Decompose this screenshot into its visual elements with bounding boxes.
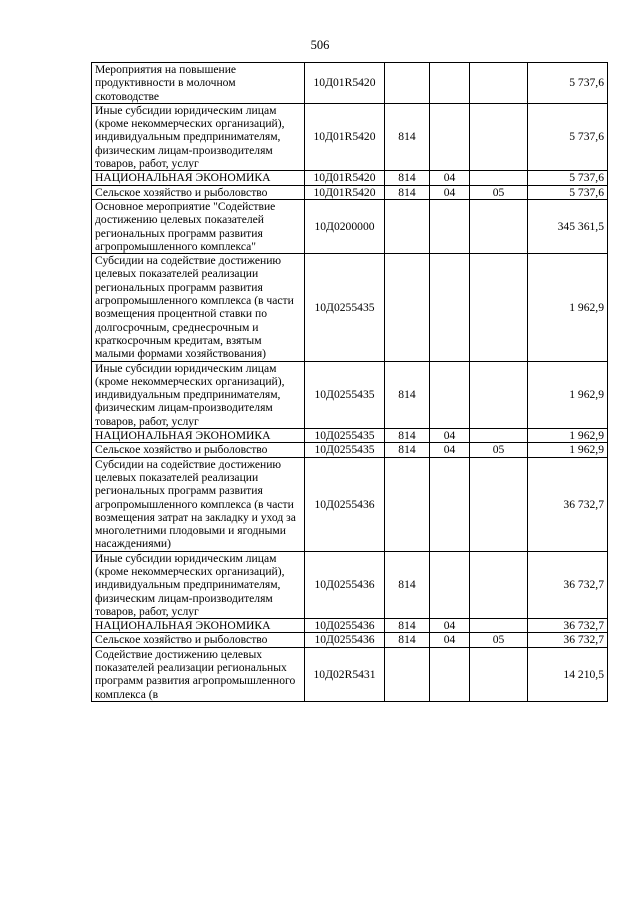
row-subsection-cell: 05 <box>470 185 528 199</box>
row-section-cell: 04 <box>430 171 470 185</box>
row-name-cell: Иные субсидии юридическим лицам (кроме некоммерческих организаций), индивидуальным предпринимателям, физическим лицам-производителям товаров, работ, услуг <box>92 103 305 170</box>
row-expense-type-cell: 814 <box>385 619 430 633</box>
row-name-cell: Субсидии на содействие достижению целевых показателей реализации региональных программ развития агропромышленного комплекса (в части возмещения затрат на закладку и уход за многолетними плодовыми и ягодными насаждениями) <box>92 457 305 551</box>
row-section-cell <box>430 254 470 361</box>
row-sum-cell: 5 737,6 <box>528 103 608 170</box>
row-sum-cell: 36 732,7 <box>528 551 608 618</box>
row-sum-cell: 345 361,5 <box>528 199 608 253</box>
row-subsection-cell <box>470 63 528 104</box>
row-expense-type-cell: 814 <box>385 551 430 618</box>
row-code-cell: 10Д0255436 <box>305 619 385 633</box>
row-section-cell <box>430 647 470 701</box>
row-code-cell: 10Д0255436 <box>305 633 385 647</box>
row-section-cell <box>430 361 470 428</box>
row-subsection-cell <box>470 619 528 633</box>
row-subsection-cell <box>470 254 528 361</box>
table-row <box>92 457 608 551</box>
row-section-cell <box>430 63 470 104</box>
row-name-cell: Сельское хозяйство и рыболовство <box>92 185 305 199</box>
row-code-cell: 10Д0255435 <box>305 361 385 428</box>
row-section-cell: 04 <box>430 185 470 199</box>
row-code-cell: 10Д02R5431 <box>305 647 385 701</box>
row-expense-type-cell <box>385 647 430 701</box>
row-subsection-cell: 05 <box>470 443 528 457</box>
row-expense-type-cell: 814 <box>385 633 430 647</box>
row-name-cell: Основное мероприятие "Содействие достижению целевых показателей региональных программ развития агропромышленного комплекса" <box>92 199 305 253</box>
row-section-cell <box>430 103 470 170</box>
row-subsection-cell: 05 <box>470 633 528 647</box>
row-name-cell: НАЦИОНАЛЬНАЯ ЭКОНОМИКА <box>92 619 305 633</box>
row-name-cell: Сельское хозяйство и рыболовство <box>92 633 305 647</box>
row-name-cell: Сельское хозяйство и рыболовство <box>92 443 305 457</box>
row-subsection-cell <box>470 457 528 551</box>
row-sum-cell: 36 732,7 <box>528 633 608 647</box>
row-expense-type-cell: 814 <box>385 361 430 428</box>
row-subsection-cell <box>470 647 528 701</box>
row-section-cell <box>430 457 470 551</box>
row-expense-type-cell: 814 <box>385 443 430 457</box>
row-name-cell: Субсидии на содействие достижению целевых показателей реализации региональных программ развития агропромышленного комплекса (в части возмещения процентной ставки по долгосрочным, среднесрочным и краткосрочным кредитам, взятым малыми формами хозяйствования) <box>92 254 305 361</box>
row-code-cell: 10Д0255435 <box>305 429 385 443</box>
row-name-cell: НАЦИОНАЛЬНАЯ ЭКОНОМИКА <box>92 429 305 443</box>
row-section-cell: 04 <box>430 633 470 647</box>
row-sum-cell: 1 962,9 <box>528 443 608 457</box>
row-section-cell: 04 <box>430 619 470 633</box>
row-subsection-cell <box>470 551 528 618</box>
row-sum-cell: 14 210,5 <box>528 647 608 701</box>
row-subsection-cell <box>470 429 528 443</box>
row-code-cell: 10Д01R5420 <box>305 63 385 104</box>
row-name-cell: Мероприятия на повышение продуктивности в молочном скотоводстве <box>92 63 305 104</box>
table-row <box>92 103 608 170</box>
table-row <box>92 199 608 253</box>
row-expense-type-cell <box>385 457 430 551</box>
table-row <box>92 171 608 185</box>
row-code-cell: 10Д0255435 <box>305 443 385 457</box>
table-row <box>92 551 608 618</box>
row-subsection-cell <box>470 171 528 185</box>
row-code-cell: 10Д0255436 <box>305 457 385 551</box>
table-row <box>92 185 608 199</box>
row-code-cell: 10Д0255435 <box>305 254 385 361</box>
table-row <box>92 63 608 104</box>
row-section-cell: 04 <box>430 443 470 457</box>
row-sum-cell: 5 737,6 <box>528 185 608 199</box>
row-expense-type-cell: 814 <box>385 429 430 443</box>
row-expense-type-cell: 814 <box>385 171 430 185</box>
row-name-cell: НАЦИОНАЛЬНАЯ ЭКОНОМИКА <box>92 171 305 185</box>
row-sum-cell: 5 737,6 <box>528 171 608 185</box>
table-row <box>92 633 608 647</box>
row-code-cell: 10Д01R5420 <box>305 171 385 185</box>
row-code-cell: 10Д0200000 <box>305 199 385 253</box>
row-name-cell: Содействие достижению целевых показателей реализации региональных программ развития агропромышленного комплекса (в <box>92 647 305 701</box>
table-row <box>92 647 608 701</box>
row-code-cell: 10Д01R5420 <box>305 103 385 170</box>
page-number: 506 <box>310 38 330 52</box>
row-section-cell <box>430 551 470 618</box>
row-sum-cell: 36 732,7 <box>528 619 608 633</box>
budget-table <box>91 62 608 702</box>
table-row <box>92 361 608 428</box>
budget-table-body <box>92 63 608 702</box>
table-row <box>92 254 608 361</box>
row-expense-type-cell: 814 <box>385 103 430 170</box>
table-row <box>92 619 608 633</box>
row-code-cell: 10Д0255436 <box>305 551 385 618</box>
row-expense-type-cell <box>385 254 430 361</box>
row-expense-type-cell <box>385 199 430 253</box>
row-sum-cell: 1 962,9 <box>528 361 608 428</box>
row-subsection-cell <box>470 361 528 428</box>
row-section-cell: 04 <box>430 429 470 443</box>
row-name-cell: Иные субсидии юридическим лицам (кроме некоммерческих организаций), индивидуальным предпринимателям, физическим лицам-производителям товаров, работ, услуг <box>92 551 305 618</box>
row-sum-cell: 5 737,6 <box>528 63 608 104</box>
row-code-cell: 10Д01R5420 <box>305 185 385 199</box>
row-sum-cell: 36 732,7 <box>528 457 608 551</box>
row-expense-type-cell: 814 <box>385 185 430 199</box>
table-row <box>92 429 608 443</box>
row-section-cell <box>430 199 470 253</box>
row-expense-type-cell <box>385 63 430 104</box>
row-subsection-cell <box>470 199 528 253</box>
row-name-cell: Иные субсидии юридическим лицам (кроме некоммерческих организаций), индивидуальным предпринимателям, физическим лицам-производителям товаров, работ, услуг <box>92 361 305 428</box>
table-row <box>92 443 608 457</box>
row-sum-cell: 1 962,9 <box>528 429 608 443</box>
row-subsection-cell <box>470 103 528 170</box>
row-sum-cell: 1 962,9 <box>528 254 608 361</box>
